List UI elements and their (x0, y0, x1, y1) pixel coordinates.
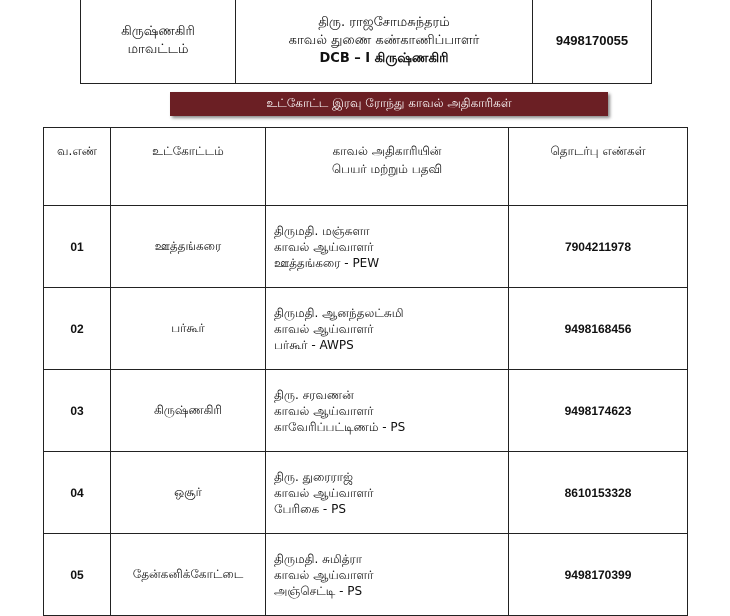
officer-station: DCB – I கிருஷ்ணகிரி (319, 51, 449, 66)
officer-rank: காவல் ஆய்வாளர் (274, 403, 374, 418)
officer-name: திருமதி. மஞ்சுளா (274, 223, 370, 238)
top-officer-cell (236, 0, 533, 83)
officer-cell (266, 452, 509, 534)
officer-name: திரு. ராஜசோமசுந்தரம் (318, 15, 450, 30)
officer-rank: காவல் ஆய்வாளர் (274, 239, 374, 254)
phone-cell: 9498168456 (509, 288, 688, 370)
serial-cell: 02 (44, 288, 111, 370)
district-line: கிருஷ்ணகிரி (121, 24, 195, 39)
officer-name: திரு. சரவணன் (274, 387, 354, 402)
header-division: உட்கோட்டம் (111, 128, 266, 206)
header-phone: தொடர்பு எண்கள் (509, 128, 688, 206)
section-banner (170, 92, 608, 116)
officer-cell (266, 288, 509, 370)
division-cell: ஊத்தங்கரை (111, 206, 266, 288)
officer-rank: காவல் ஆய்வாளர் (274, 321, 374, 336)
top-phone-cell (533, 0, 651, 83)
officer-name: திரு. துரைராஜ் (274, 469, 354, 484)
top-officer-row (80, 0, 652, 84)
division-cell: பர்கூர் (111, 288, 266, 370)
serial-cell: 01 (44, 206, 111, 288)
table-header-row (44, 128, 688, 206)
phone-number: 9498170055 (555, 33, 629, 48)
division-cell: தேன்கனிக்கோட்டை (111, 534, 266, 616)
table-row (44, 452, 688, 534)
officer-cell (266, 534, 509, 616)
top-district-cell (81, 0, 236, 83)
phone-cell: 7904211978 (509, 206, 688, 288)
serial-cell: 04 (44, 452, 111, 534)
header-officer-line: பெயர் மற்றும் பதவி (331, 162, 443, 176)
officer-station: பேரிகை - PS (274, 501, 346, 516)
officer-station: பர்கூர் - AWPS (274, 337, 354, 352)
officer-rank: காவல் ஆய்வாளர் (274, 485, 374, 500)
officer-name: திருமதி. சுமித்ரா (274, 551, 362, 566)
division-cell: கிருஷ்ணகிரி (111, 370, 266, 452)
officers-table (43, 127, 688, 616)
serial-cell: 03 (44, 370, 111, 452)
officer-rank: காவல் ஆய்வாளர் (274, 567, 374, 582)
officer-station: அஞ்செட்டி - PS (274, 583, 363, 598)
table-row (44, 288, 688, 370)
header-officer (266, 128, 509, 206)
officer-cell (266, 370, 509, 452)
officer-station: காவேரிப்பட்டிணம் - PS (274, 419, 406, 434)
officer-cell (266, 206, 509, 288)
table-row (44, 206, 688, 288)
officer-rank: காவல் துணை கண்காணிப்பாளர் (288, 33, 480, 48)
phone-cell: 9498174623 (509, 370, 688, 452)
serial-cell: 05 (44, 534, 111, 616)
district-line: மாவட்டம் (127, 42, 189, 57)
table-row (44, 370, 688, 452)
division-cell: ஒசூர் (111, 452, 266, 534)
officer-name: திருமதி. ஆனந்தலட்சுமி (274, 305, 404, 320)
header-officer-line: காவல் அதிகாரியின் (332, 144, 442, 158)
phone-cell: 8610153328 (509, 452, 688, 534)
banner-title: உட்கோட்ட இரவு ரோந்து காவல் அதிகாரிகள் (266, 96, 512, 110)
header-serial: வ.எண் (44, 128, 111, 206)
officer-station: ஊத்தங்கரை - PEW (274, 255, 380, 270)
phone-cell: 9498170399 (509, 534, 688, 616)
table-row (44, 534, 688, 616)
